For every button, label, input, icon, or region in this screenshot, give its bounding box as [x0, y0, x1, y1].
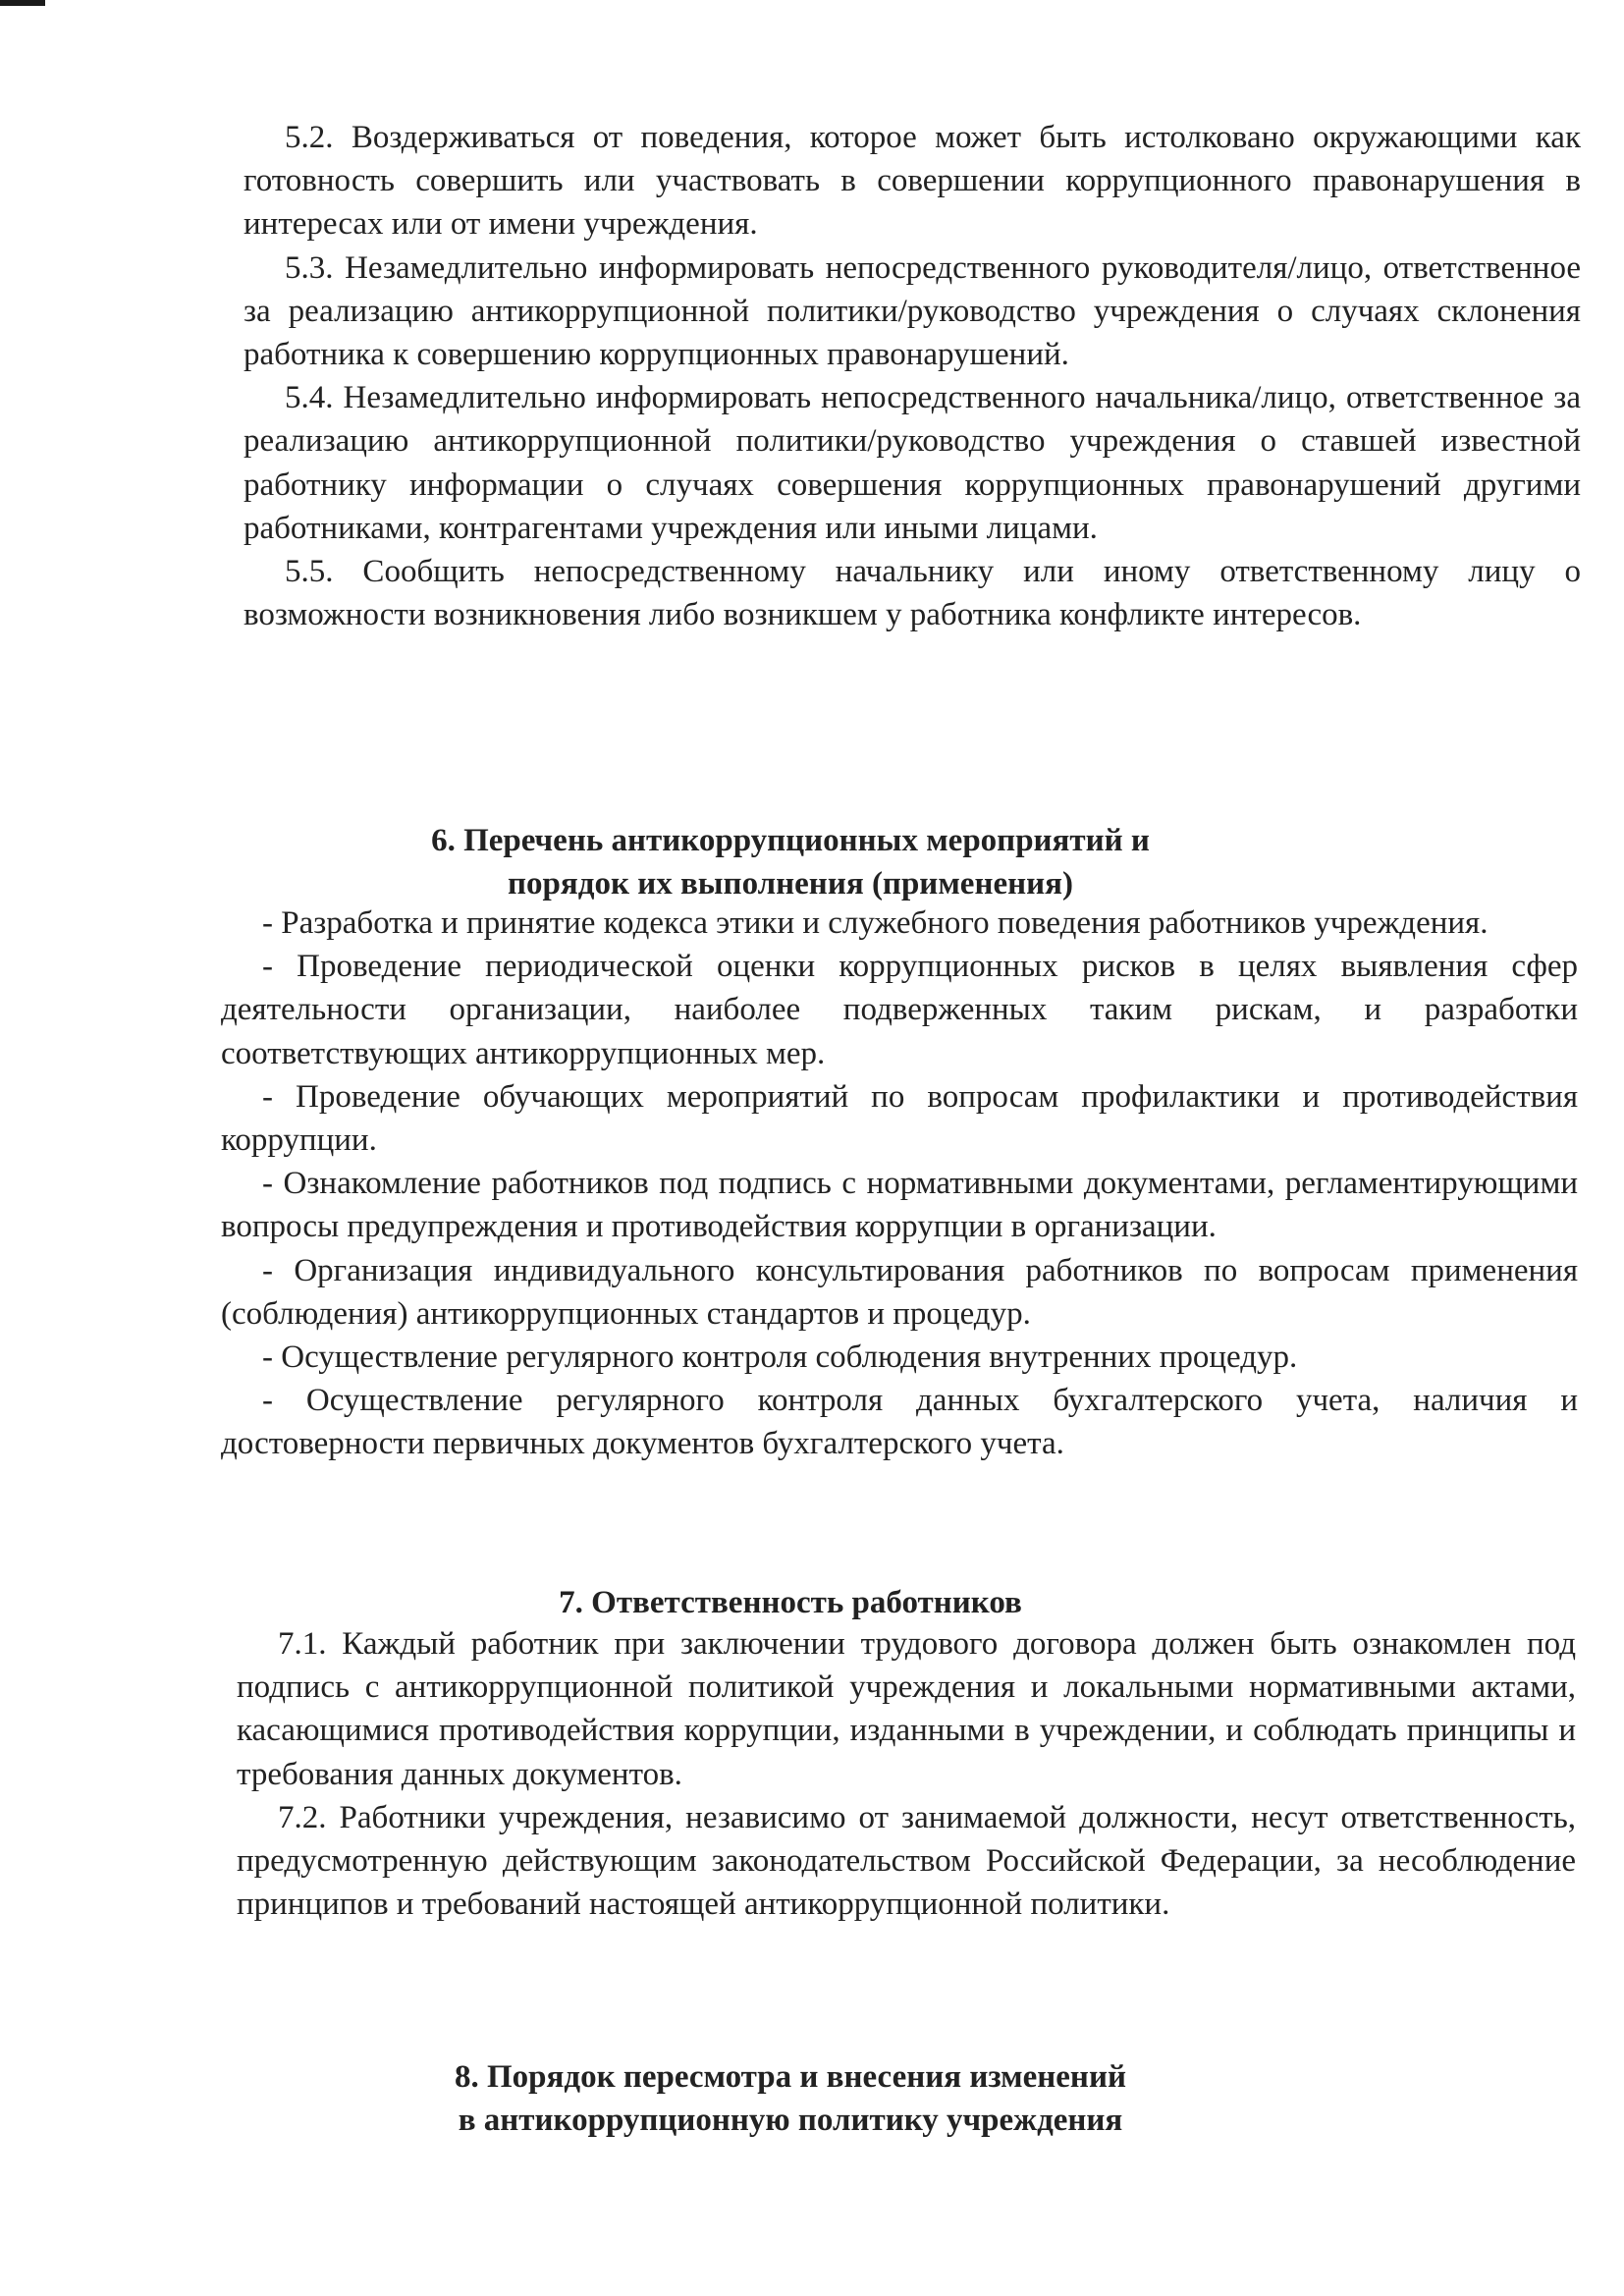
list-item: - Осуществление регулярного контроля соблюдения внутренних процедур. — [262, 1339, 1298, 1376]
section-8-heading — [221, 2055, 1360, 2142]
section-8-heading-line-2: в антикоррупционную политику учреждения — [458, 2103, 1123, 2138]
section-7-heading — [221, 1581, 1360, 1624]
list-item: - Ознакомление работников под подпись с нормативными документами, регламентирующими вопросы предупреждения и противодействия коррупции в организации. — [221, 1166, 1578, 1245]
section-6-list — [221, 902, 1578, 1466]
section-8-heading-line-1: 8. Порядок пересмотра и внесения изменений — [455, 2059, 1126, 2095]
section-6-heading-line-2: порядок их выполнения (применения) — [508, 866, 1073, 902]
list-item: - Организация индивидуального консультирования работников по вопросам применения (соблюдения) антикоррупционных стандартов и процедур. — [221, 1252, 1578, 1332]
list-item: - Проведение обучающих мероприятий по вопросам профилактики и противодействия коррупции. — [221, 1078, 1578, 1159]
paragraph-5-4: 5.4. Незамедлительно информировать непосредственного начальника/лицо, ответственное за реализацию антикоррупционной политики/руководство учреждения о ставшей известной работнику информации о случаях совершения коррупционных правонарушений другими работниками, контрагентами учреждения или иными лицами. — [244, 380, 1581, 546]
paragraph-5-3: 5.3. Незамедлительно информировать непосредственного руководителя/лицо, ответственное за реализацию антикоррупционной политики/руководство учреждения о случаях склонения работника к совершению коррупционных правонарушений. — [244, 249, 1581, 373]
list-item: - Разработка и принятие кодекса этики и служебного поведения работников учреждения. — [262, 905, 1489, 941]
paragraph-7-1: 7.1. Каждый работник при заключении трудового договора должен быть ознакомлен под подпись с антикоррупционной политикой учреждения и локальными нормативными актами, касающимися противодействия коррупции, изданными в учреждении, и соблюдать принципы и требования данных документов. — [237, 1626, 1576, 1792]
paragraph-5-2: 5.2. Воздерживаться от поведения, которое может быть истолковано окружающими как готовность совершить или участвовать в совершении коррупционного правонарушения в интересах или от имени учреждения. — [244, 120, 1581, 243]
section-7-text — [237, 1622, 1576, 1926]
list-item: - Осуществление регулярного контроля данных бухгалтерского учета, наличия и достоверности первичных документов бухгалтерского учета. — [221, 1383, 1578, 1462]
section-7-heading-line-1: 7. Ответственность работников — [559, 1585, 1022, 1620]
paragraph-7-2: 7.2. Работники учреждения, независимо от занимаемой должности, несут ответственность, предусмотренную действующим законодательством Российской Федерации, за несоблюдение принципов и требований настоящей антикоррупционной политики. — [237, 1799, 1576, 1923]
section-5-text — [244, 116, 1581, 636]
section-6-heading — [221, 819, 1360, 905]
paragraph-5-5: 5.5. Сообщить непосредственному начальнику или иному ответственному лицу о возможности возникновения либо возникшем у работника конфликте интересов. — [244, 554, 1581, 633]
list-item: - Проведение периодической оценки коррупционных рисков в целях выявления сфер деятельности организации, наиболее подверженных таким рискам, и разработки соответствующих антикоррупционных мер. — [221, 949, 1578, 1071]
section-6-heading-line-1: 6. Перечень антикоррупционных мероприятий и — [431, 823, 1150, 858]
